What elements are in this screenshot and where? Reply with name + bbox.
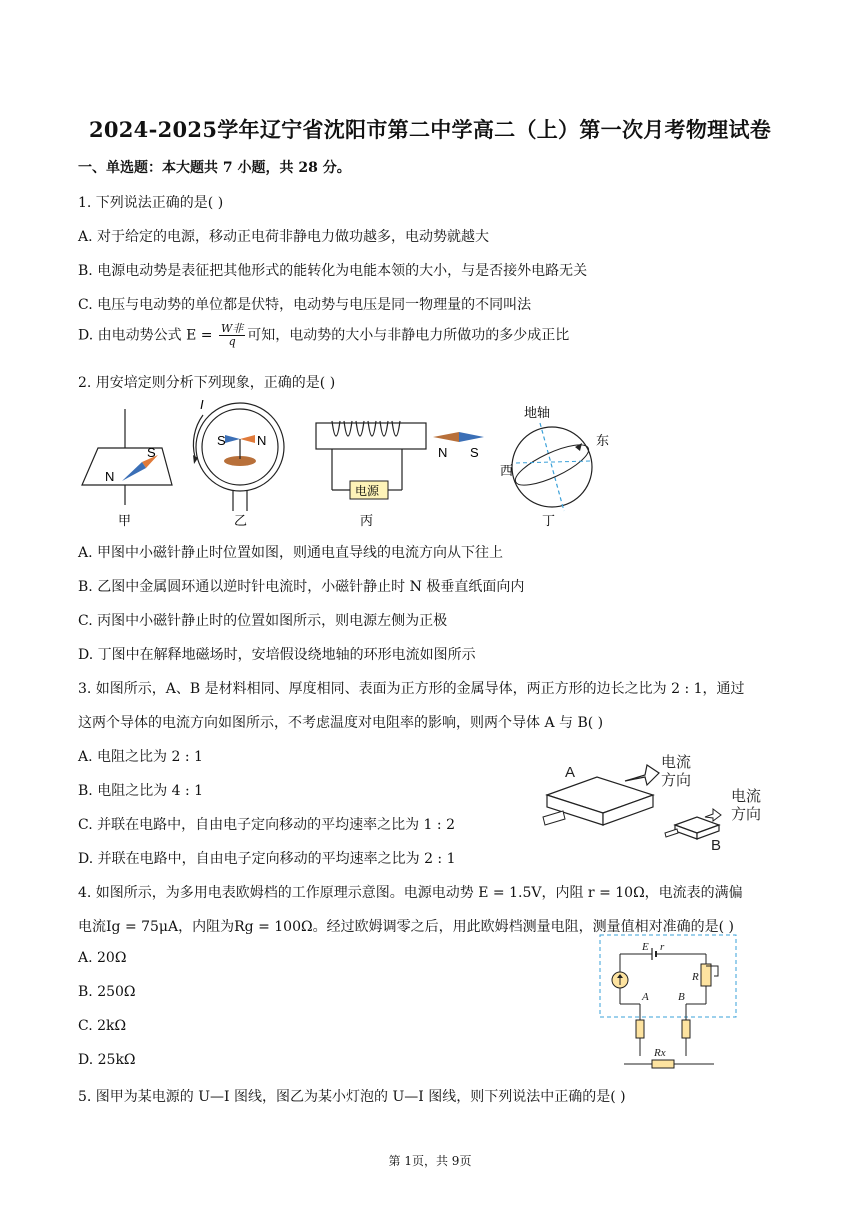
q4-label-big-r: R bbox=[692, 971, 699, 983]
q3-option-c: C. 并联在电路中，自由电子定向移动的平均速率之比为 1 : 2 bbox=[78, 817, 455, 833]
q4-option-d: D. 25kΩ bbox=[78, 1052, 136, 1068]
q3-option-b: B. 电阻之比为 4 : 1 bbox=[78, 783, 204, 799]
page-footer: 第 1页，共 9页 bbox=[388, 1154, 472, 1168]
q1-d-prefix: D. 由电动势公式 E = bbox=[78, 327, 217, 344]
ding-east-label: 东 bbox=[596, 433, 610, 448]
figure-ding bbox=[500, 405, 609, 528]
figure-jia bbox=[82, 409, 172, 528]
q1-option-a: A. 对于给定的电源，移动正电荷非静电力做功越多，电动势就越大 bbox=[78, 229, 490, 245]
q2-option-c: C. 丙图中小磁针静止时的位置如图所示，则电源左侧为正极 bbox=[78, 613, 448, 629]
yi-n-label: N bbox=[257, 433, 267, 448]
yi-caption: 乙 bbox=[234, 513, 248, 528]
q1-option-c: C. 电压与电动势的单位都是伏特，电动势与电压是同一物理量的不同叫法 bbox=[78, 297, 532, 313]
q1-option-b: B. 电源电动势是表征把其他形式的能转化为电能本领的大小，与是否接外电路无关 bbox=[78, 263, 588, 279]
bing-power-label: 电源 bbox=[355, 484, 380, 498]
q1-formula-numerator: W非 bbox=[220, 322, 244, 335]
section-heading: 一、单选题：本大题共 7 小题，共 28 分。 bbox=[78, 160, 351, 176]
jia-needle-n bbox=[122, 462, 146, 481]
q4-option-a: A. 20Ω bbox=[78, 950, 127, 966]
ding-west-label: 西 bbox=[500, 463, 514, 478]
q3-option-d: D. 并联在电路中，自由电子定向移动的平均速率之比为 2 : 1 bbox=[78, 851, 456, 867]
q3-dir2-line2: 方向 bbox=[731, 806, 762, 823]
q3-dir2-line1: 电流 bbox=[731, 788, 762, 805]
q1-formula-fraction bbox=[219, 323, 245, 348]
q3-dir1-line2: 方向 bbox=[661, 772, 692, 789]
q2-stem: 2. 用安培定则分析下列现象，正确的是( ) bbox=[78, 375, 336, 391]
bing-s-label: S bbox=[470, 445, 479, 460]
jia-caption: 甲 bbox=[118, 513, 132, 528]
jia-s-label: S bbox=[147, 445, 156, 460]
q1-formula-denominator: q bbox=[228, 335, 236, 348]
q3-figure bbox=[535, 745, 795, 855]
q4-label-a: A bbox=[642, 991, 649, 1003]
q3-stem-line1: 3. 如图所示，A、B 是材料相同、厚度相同、表面为正方形的金属导体，两正方形的边长之比为 2 : 1，通过 bbox=[78, 681, 745, 697]
q3-dir1-line1: 电流 bbox=[661, 754, 692, 771]
q4-option-c: C. 2kΩ bbox=[78, 1018, 127, 1034]
q4-label-rx: Rx bbox=[654, 1047, 666, 1059]
q2-figures bbox=[70, 395, 630, 535]
q1-d-suffix: 可知，电动势的大小与非静电力所做功的多少成正比 bbox=[247, 327, 570, 344]
yi-current-label: I bbox=[200, 397, 204, 412]
exam-title: 2024-2025学年辽宁省沈阳市第二中学高二（上）第一次月考物理试卷 bbox=[88, 117, 772, 142]
q3-label-b: B bbox=[711, 837, 722, 854]
q3-option-a: A. 电阻之比为 2 : 1 bbox=[78, 749, 203, 765]
q3-label-a: A bbox=[565, 764, 576, 781]
q1-option-d bbox=[78, 323, 569, 348]
q2-option-d: D. 丁图中在解释地磁场时，安培假设绕地轴的环形电流如图所示 bbox=[78, 647, 476, 663]
q4-label-r: r bbox=[660, 941, 665, 953]
q5-stem: 5. 图甲为某电源的 U—I 图线，图乙为某小灯泡的 U—I 图线，则下列说法中正确的是( ) bbox=[78, 1089, 626, 1105]
yi-s-label: S bbox=[217, 433, 226, 448]
q4-option-b: B. 250Ω bbox=[78, 984, 136, 1000]
q2-option-b: B. 乙图中金属圆环通以逆时针电流时，小磁针静止时 N 极垂直纸面向内 bbox=[78, 579, 525, 595]
q4-label-b: B bbox=[678, 991, 685, 1003]
q1-stem: 1. 下列说法正确的是( ) bbox=[78, 195, 224, 211]
ding-caption: 丁 bbox=[542, 513, 556, 528]
q4-stem-line2: 电流Ig = 75μA，内阻为Rg = 100Ω。经过欧姆调零之后，用此欧姆档测量电阻，测量值相对准确的是( ) bbox=[78, 919, 734, 935]
q3-stem-line2: 这两个导体的电流方向如图所示，不考虑温度对电阻率的影响，则两个导体 A 与 B( ) bbox=[78, 715, 604, 731]
bing-caption: 丙 bbox=[360, 513, 374, 528]
jia-n-label: N bbox=[105, 469, 115, 484]
q4-stem-line1: 4. 如图所示，为多用电表欧姆档的工作原理示意图。电源电动势 E = 1.5V，内阻 r = 10Ω，电流表的满偏 bbox=[78, 885, 743, 901]
figure-yi bbox=[193, 397, 284, 528]
bing-n-label: N bbox=[438, 445, 448, 460]
q2-option-a: A. 甲图中小磁针静止时位置如图，则通电直导线的电流方向从下往上 bbox=[78, 545, 504, 561]
q4-circuit-figure bbox=[596, 930, 746, 1070]
figure-bing bbox=[316, 421, 484, 528]
q4-label-e: E bbox=[642, 941, 649, 953]
ding-axis-label: 地轴 bbox=[524, 405, 551, 420]
